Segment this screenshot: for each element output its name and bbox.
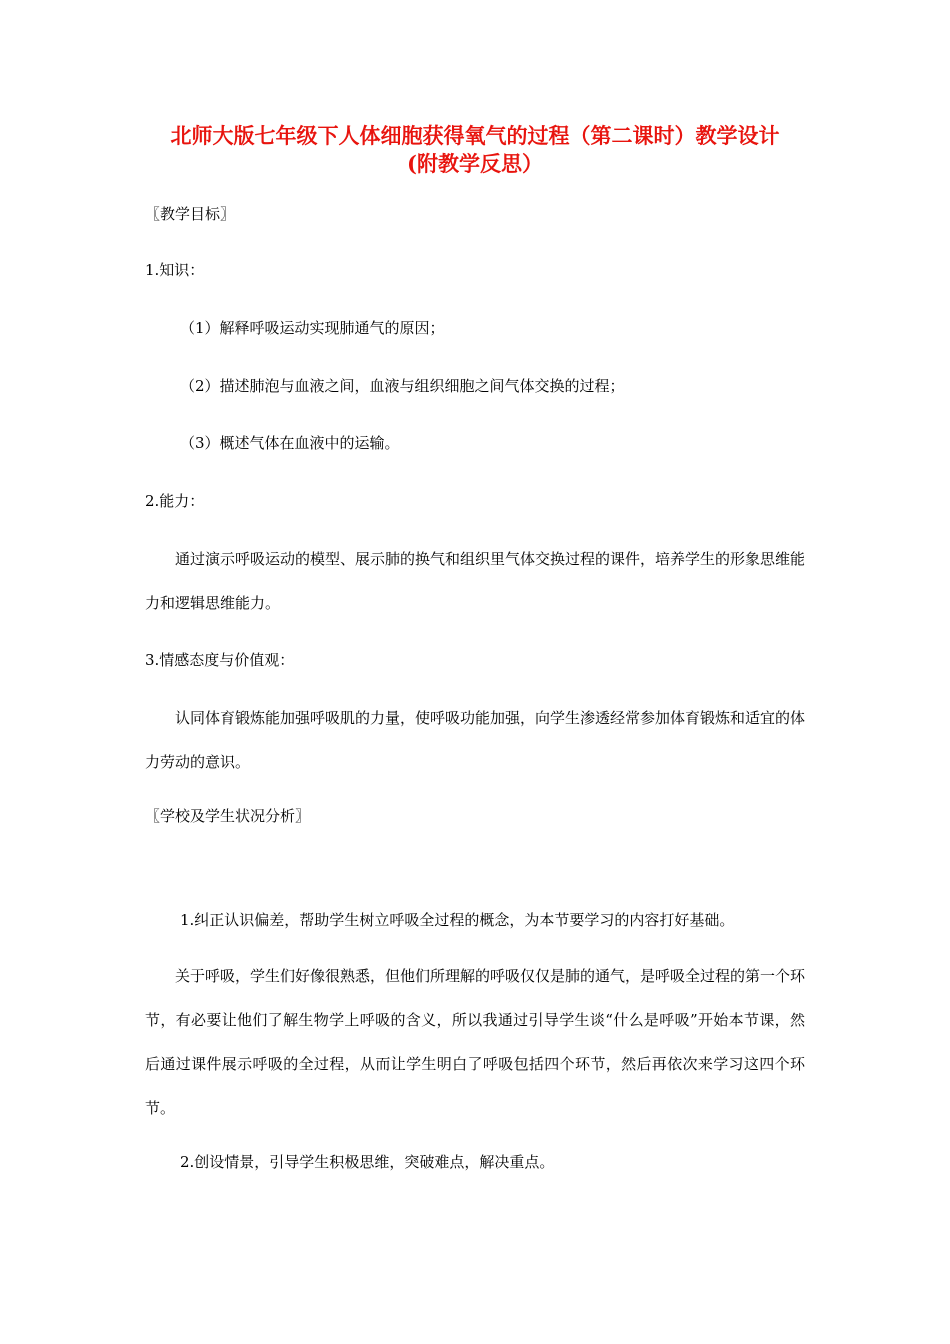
section-heading-analysis: 〖学校及学生状况分析〗 — [145, 807, 311, 825]
knowledge-item-1: （1）解释呼吸运动实现肺通气的原因； — [180, 319, 445, 337]
attitude-heading: 3.情感态度与价值观： — [145, 651, 295, 669]
section-heading-goals: 〖教学目标〗 — [145, 205, 236, 223]
knowledge-item-2: （2）描述肺泡与血液之间，血液与组织细胞之间气体交换的过程； — [180, 377, 625, 395]
knowledge-heading: 1.知识： — [145, 261, 205, 279]
analysis-point-1-paragraph: 关于呼吸，学生们好像很熟悉，但他们所理解的呼吸仅仅是肺的通气，是呼吸全过程的第一个环节，有必要让他们了解生物学上呼吸的含义，所以我通过引导学生谈“什么是呼吸”开始本节课，然后通过课件展示呼吸的全过程，从而让学生明白了呼吸包括四个环节，然后再依次来学习这四个环节。 — [145, 967, 806, 1117]
analysis-point-2: 2.创设情景，引导学生积极思维，突破难点，解决重点。 — [180, 1153, 555, 1171]
attitude-paragraph: 认同体育锻炼能加强呼吸肌的力量，使呼吸功能加强，向学生渗透经常参加体育锻炼和适宜的体力劳动的意识。 — [145, 709, 806, 771]
ability-heading: 2.能力： — [145, 492, 205, 510]
knowledge-item-3: （3）概述气体在血液中的运输。 — [180, 434, 400, 452]
document-title-line1: 北师大版七年级下人体细胞获得氧气的过程（第二课时）教学设计 — [170, 123, 780, 148]
analysis-point-1: 1.纠正认识偏差，帮助学生树立呼吸全过程的概念，为本节要学习的内容打好基础。 — [180, 911, 735, 929]
ability-paragraph: 通过演示呼吸运动的模型、展示肺的换气和组织里气体交换过程的课件，培养学生的形象思维能力和逻辑思维能力。 — [145, 550, 806, 612]
document-title-line2: (附教学反思） — [407, 151, 543, 176]
